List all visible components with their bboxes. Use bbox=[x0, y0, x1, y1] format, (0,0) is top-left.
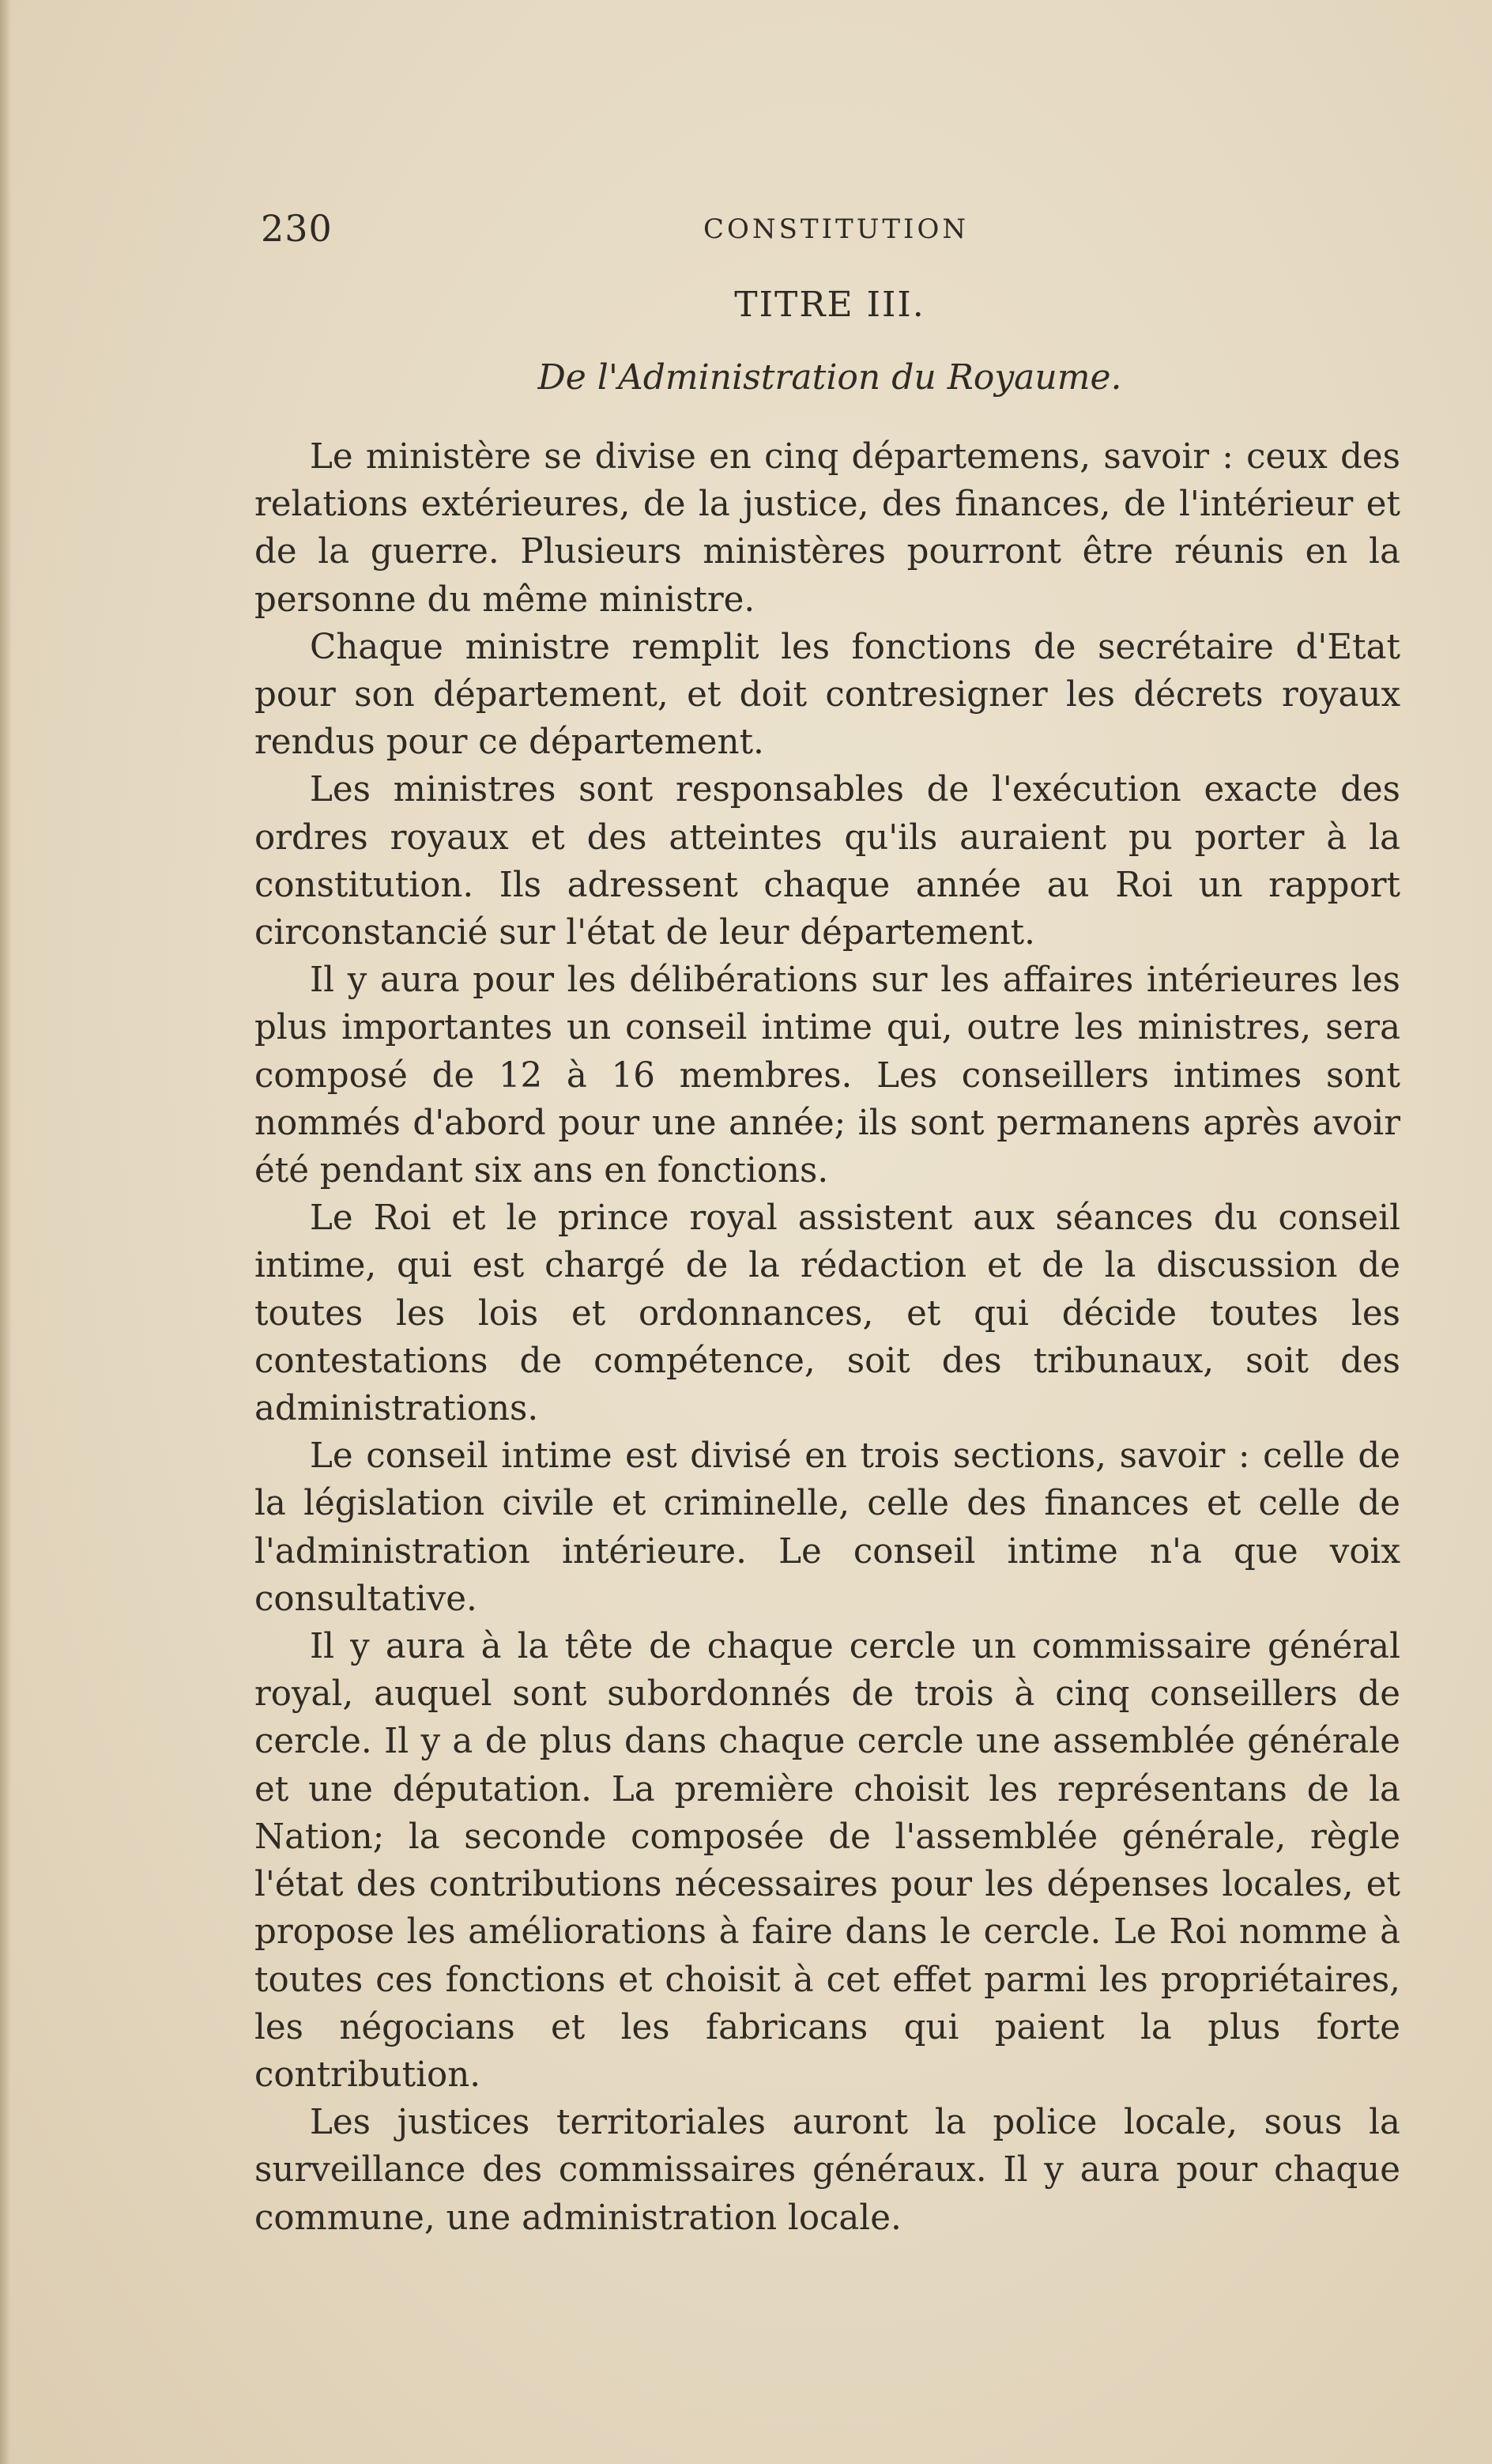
body-text bbox=[254, 433, 1400, 2242]
paragraph: Le ministère se divise en cinq départemens, savoir : ceux des relations extérieures, de la justice, des finances, de l'intérieur et de la guerre. Plusieurs ministères pourront être réunis en la personne du même ministre. bbox=[254, 437, 1400, 620]
paragraph: Les justices territoriales auront la police locale, sous la surveillance des commissaires généraux. Il y aura pour chaque commune, une administration locale. bbox=[254, 2103, 1400, 2238]
running-head bbox=[261, 207, 1399, 255]
paragraph: Chaque ministre remplit les fonctions de secrétaire d'Etat pour son département, et doit contresigner les décrets royaux rendus pour ce département. bbox=[254, 627, 1400, 763]
paragraph: Le conseil intime est divisé en trois sections, savoir : celle de la législation civile et criminelle, celle des finances et celle de l'administration intérieure. Le conseil intime n'a que voix consultative. bbox=[254, 1436, 1400, 1619]
chapter-title: TITRE III. bbox=[734, 285, 925, 325]
paragraph: Les ministres sont responsables de l'exécution exacte des ordres royaux et des atteintes qu'ils auraient pu porter à la constitution. Ils adressent chaque année au Roi un rapport circonstancié sur l'état de leur département. bbox=[254, 770, 1400, 953]
paragraph: Le Roi et le prince royal assistent aux séances du conseil intime, qui est chargé de la rédaction et de la discussion de toutes les lois et ordonnances, et qui décide toutes les contestations de compétence, soit des tribunaux, soit des administrations. bbox=[254, 1198, 1400, 1429]
page-number: 230 bbox=[261, 207, 333, 250]
page-binding-edge bbox=[0, 0, 11, 2464]
paragraph: Il y aura à la tête de chaque cercle un commissaire général royal, auquel sont subordonnés de trois à cinq conseillers de cercle. Il y a de plus dans chaque cercle une assemblée générale et une députation. La première choisit les représentans de la Nation; la seconde composée de l'assemblée générale, règle l'état des contributions nécessaires pour les dépenses locales, et propose les améliorations à faire dans le cercle. Le Roi nomme à toutes ces fonctions et choisit à cet effet parmi les propriétaires, les négocians et les fabricans qui paient la plus forte contribution. bbox=[254, 1627, 1400, 2095]
paragraph: Il y aura pour les délibérations sur les affaires intérieures les plus importantes un conseil intime qui, outre les ministres, sera composé de 12 à 16 membres. Les conseillers intimes sont nommés d'abord pour une année; ils sont permanens après avoir été pendant six ans en fonctions. bbox=[254, 960, 1400, 1191]
running-title: CONSTITUTION bbox=[703, 213, 970, 245]
chapter-subtitle: De l'Administration du Royaume. bbox=[537, 357, 1122, 398]
